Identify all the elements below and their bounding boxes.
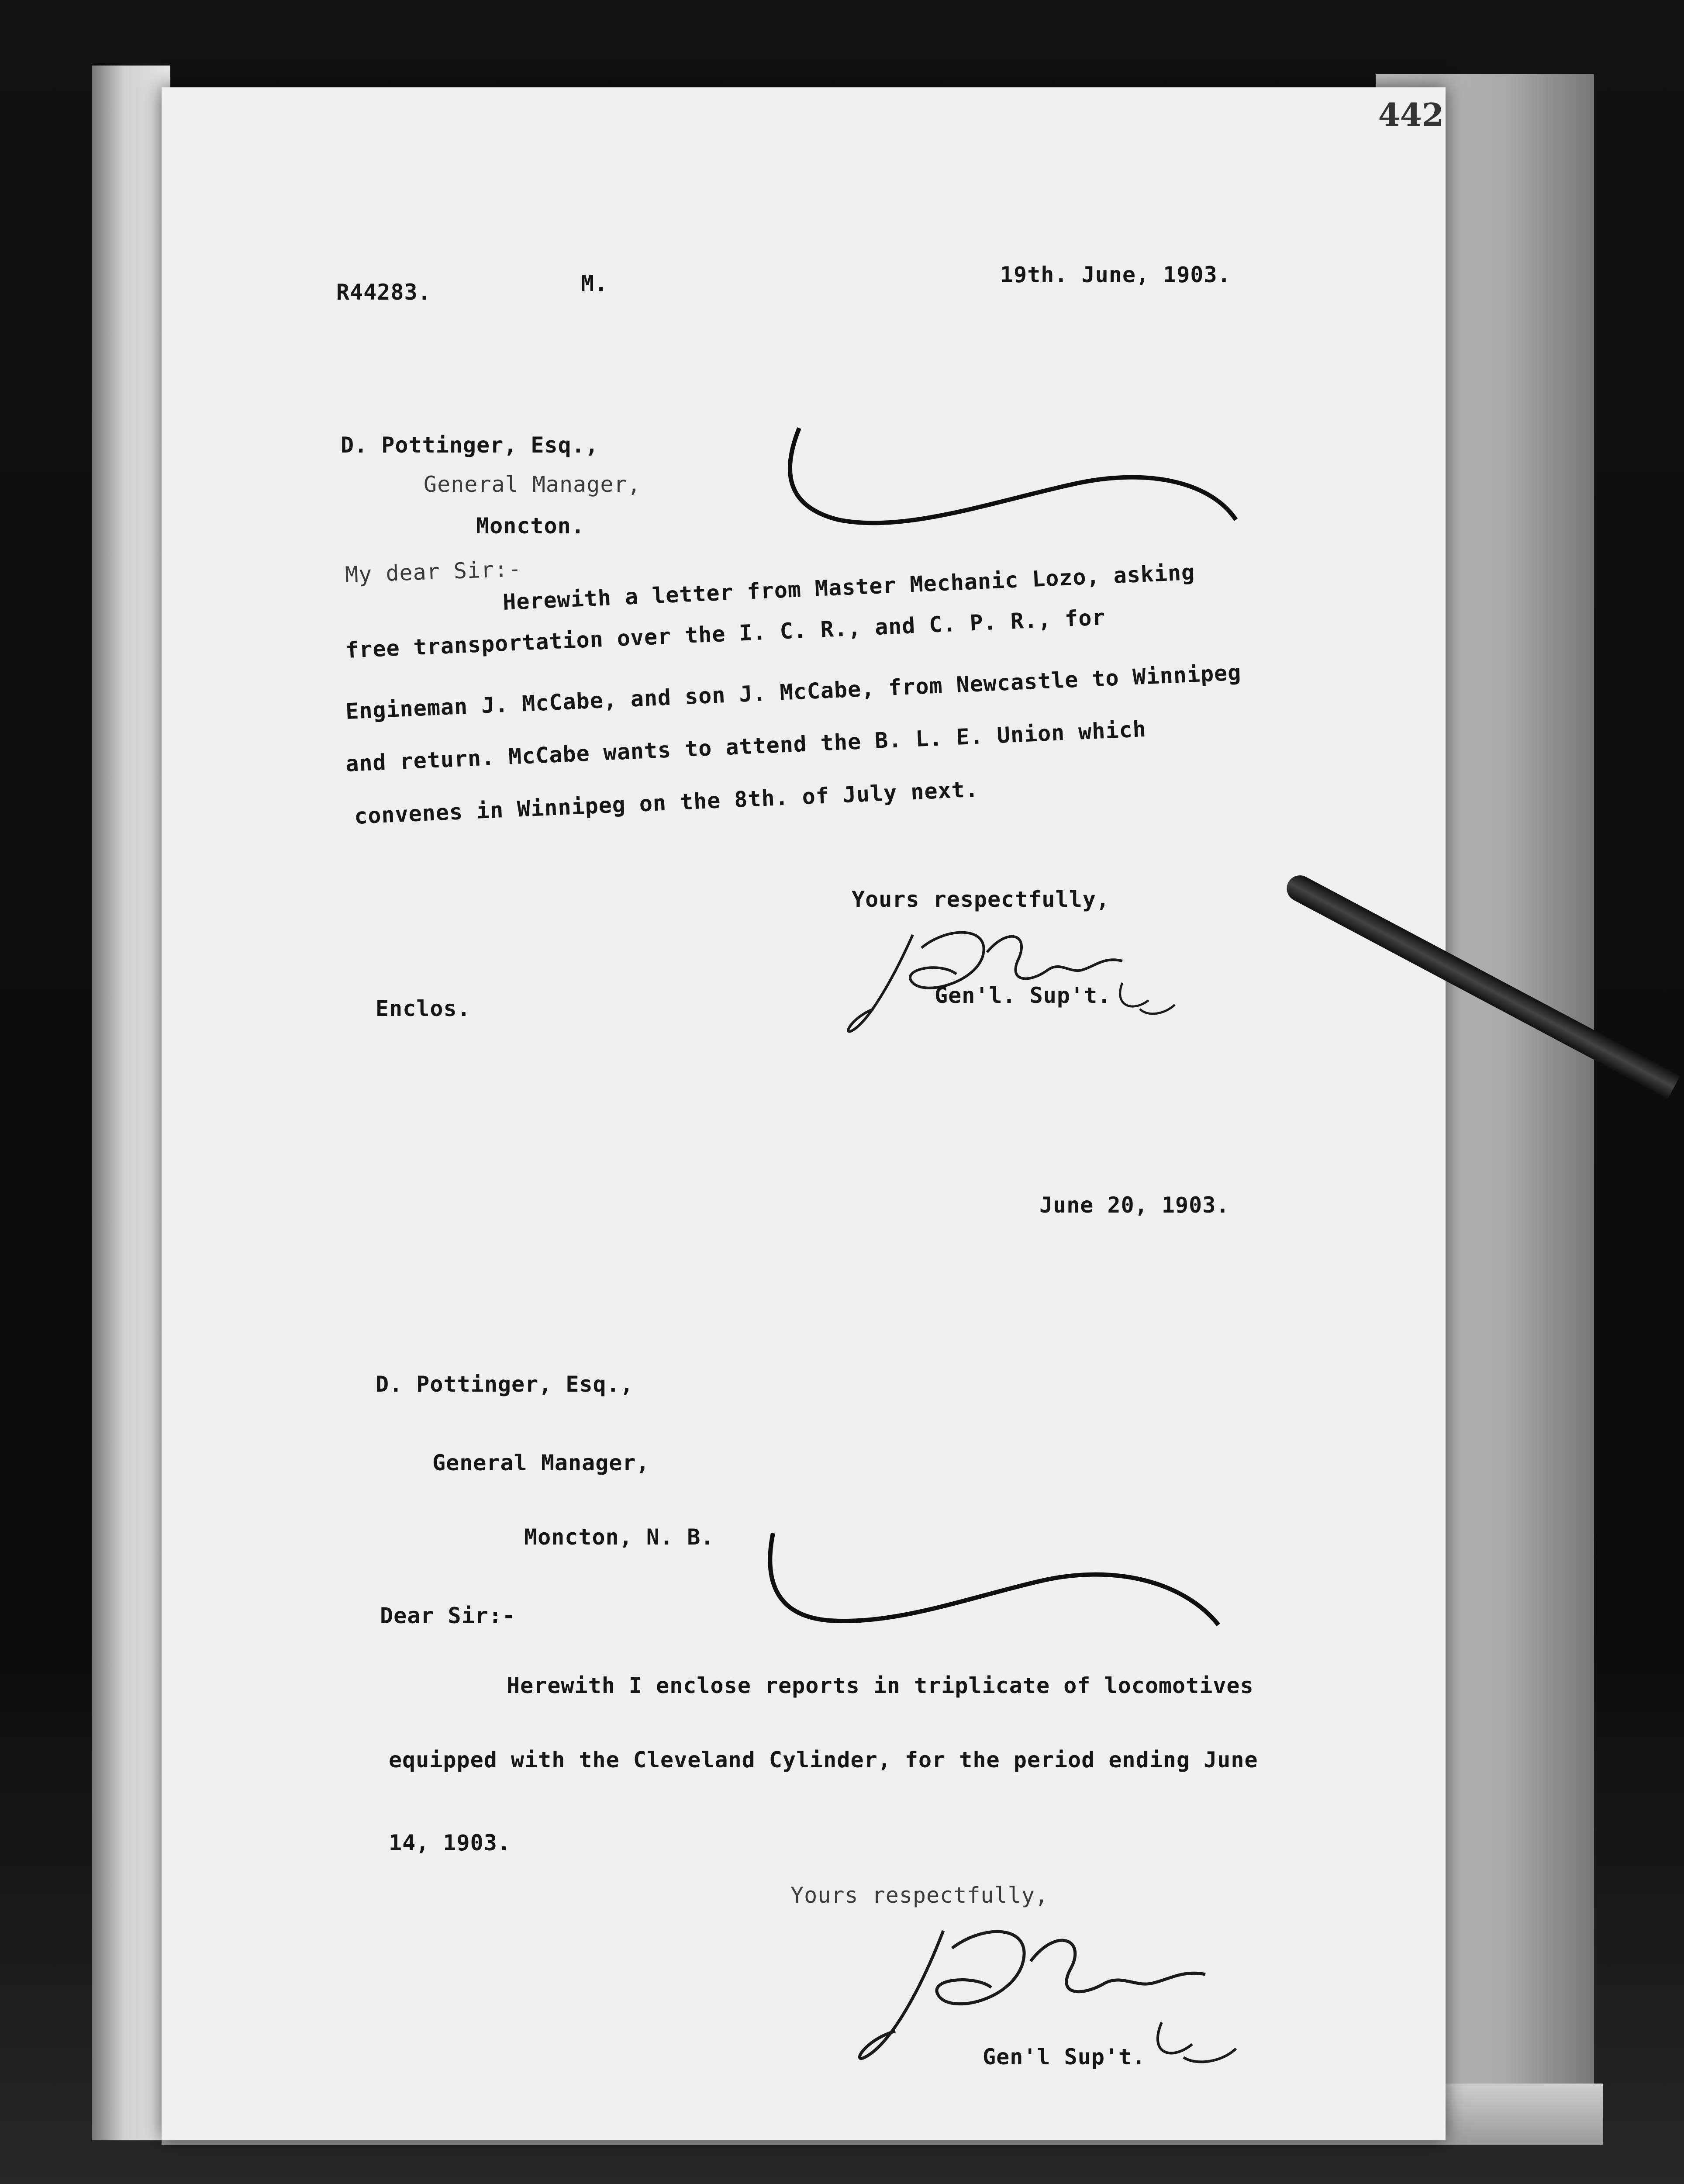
letter-1-closing: Yours respectfully,	[852, 887, 1110, 912]
letterbook-page	[162, 87, 1446, 2140]
letter-2-body-line-1: Herewith I enclose reports in triplicate of locomotives	[507, 1673, 1254, 1698]
enclosure-note: Enclos.	[376, 996, 471, 1021]
letter-1-salutation: My dear Sir:-	[345, 556, 522, 588]
letter-2-recipient-title: General Manager,	[432, 1450, 650, 1476]
letter-2-recipient-name: D. Pottinger, Esq.,	[376, 1372, 634, 1397]
page-number: 442	[1378, 96, 1444, 133]
letter-2-body-line-3: 14, 1903.	[389, 1830, 511, 1856]
letter-1-body-line-4: and return. McCabe wants to attend the B. L. E. Union which	[345, 716, 1147, 777]
reference-number: R44283.	[336, 280, 431, 305]
letter-1-body-line-5: convenes in Winnipeg on the 8th. of July next.	[354, 776, 979, 829]
letter-1-recipient-name: D. Pottinger, Esq.,	[341, 432, 599, 458]
letter-2-closing: Yours respectfully,	[790, 1883, 1049, 1908]
letter-2-body-line-2: equipped with the Cleveland Cylinder, for the period ending June	[389, 1747, 1258, 1773]
letter-1-recipient-title: General Manager,	[424, 472, 641, 497]
ink-flourish	[756, 1529, 1258, 1660]
binding-edge	[92, 66, 170, 2140]
letter-2-date: June 20, 1903.	[1039, 1192, 1230, 1218]
letter-2-salutation: Dear Sir:-	[380, 1603, 516, 1628]
initial-mark: M.	[581, 271, 608, 296]
letter-1-body-line-3: Engineman J. McCabe, and son J. McCabe, from Newcastle to Winnipeg	[345, 660, 1242, 724]
ink-flourish	[773, 419, 1253, 550]
letter-1-date: 19th. June, 1903.	[1000, 262, 1231, 287]
letter-2-recipient-place: Moncton, N. B.	[524, 1524, 714, 1550]
letter-2-signature	[847, 1913, 1284, 2132]
letter-1-title: Gen'l. Sup't.	[935, 983, 1111, 1008]
letter-1-body-line-2: free transportation over the I. C. R., and C. P. R., for	[345, 605, 1106, 663]
letter-1-body-line-1: Herewith a letter from Master Mechanic Lozo, asking	[502, 559, 1196, 615]
letter-2-title: Gen'l Sup't.	[983, 2044, 1146, 2070]
letter-1-recipient-place: Moncton.	[476, 513, 585, 539]
